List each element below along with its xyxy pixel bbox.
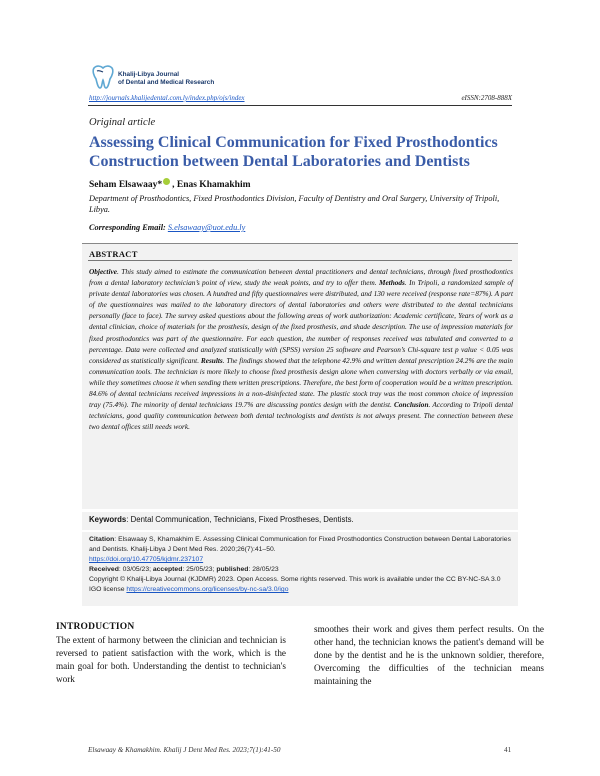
citation-label: Citation: [89, 536, 115, 543]
objective-label: Objective: [89, 267, 117, 276]
methods-text: . In Tripoli, a randomized sample of private dental laboratories was chosen. A hundred and fifty questionnaires were distributed, and 130 were received (response rate=87%). A part of the questionnaires was mailed to the laboratory directors of dental laboratories and others were distributed to the dental technicians personally (face to face). The survey asked questions about the following areas of work authorization: Academic certificate, Years of work as a dental clinician, choice of materials for the prosthesis, design of the fixed prosthesis, and shade description. The use of impression materials for fixed prosthodontics was part of the questionnaire. For each question, the number of responses received was tabulated and converted to a percentage. Data were collected and analyzed statistically with (SPSS) version 25 software and Pearson’s Chi-square test p value < 0.05 was considered as statistically significant.: [89, 278, 514, 365]
page-number: 41: [504, 746, 512, 754]
methods-label: Methods: [378, 278, 405, 288]
keywords-label: Keywords: [89, 515, 127, 524]
citation-text: : Elsawaay S, Khamakhim E. Assessing Clinical Communication for Fixed Prosthodontics Construction between Dental Laboratories and Dentists. Khalij-Libya J Dent Med Res. 2020;26(7):41–50.: [89, 536, 511, 553]
conclusion-text: . According to Tripoli dental technicians, good quality communication between both dental technologists and dentists is not always present. The connection between these two dental offices still needs work.: [89, 400, 514, 432]
corresponding-email-link[interactable]: S.elsawaay@uot.edu.ly: [167, 223, 246, 232]
header-divider: [88, 105, 512, 106]
accepted-label: accepted: [152, 566, 183, 573]
affiliation: Department of Prosthodontics, Fixed Prosthodontics Division, Faculty of Dentistry and Oral Surgery, University of Tripoli, Libya.: [89, 194, 500, 214]
received-label: Received: [89, 566, 119, 573]
eissn: eISSN:2708-888X: [461, 94, 512, 102]
orcid-icon[interactable]: [163, 178, 170, 185]
copyright-text: Copyright © Khalij-Libya Journal (KJDMR) 2023. Open Access. Some rights reserved. This work is available under the CC BY-NC-SA 3.0 IGO license: [89, 576, 501, 593]
corresponding-label: Corresponding Email:: [89, 223, 166, 232]
journal-url-link[interactable]: http://journals.khalijedental.com.ly/index.php/ojs/index: [89, 94, 245, 102]
tooth-logo-icon: [88, 62, 118, 92]
footer-citation: Elsawaay & Khamakhim. Khalij J Dent Med Res. 2023;7(1):41-50: [88, 746, 281, 754]
body-right-column: smoothes their work and gives them perfect results. On the other hand, the technician knows the patient's demand will be done by the dentist and he is the unknown soldier, therefore, Overcoming the difficulties of the technician means maintaining the: [314, 624, 544, 686]
accepted-date: : 25/05/23;: [182, 566, 217, 573]
abstract-divider: [88, 260, 512, 261]
conclusion-label: Conclusion: [394, 400, 429, 410]
author-1: Seham Elsawaay*: [89, 180, 163, 190]
abstract-body: [89, 266, 513, 432]
body-left-column: The extent of harmony between the clinician and technician is reversed to patient satisfaction with the work, which is the main goal for both. Understanding the dentist to technician's work: [56, 635, 286, 684]
doi-link[interactable]: https://doi.org/10.47705/kjdmr.237107: [89, 556, 204, 563]
citation: [89, 535, 513, 595]
objective-text: . This study aimed to estimate the communication between dental practitioners and dental technicians, through fixed prosthodontics from a dental laboratory technician’s point of view, study the weak points, and try to offer them.: [89, 267, 513, 288]
received-date: : 03/05/23;: [118, 566, 153, 573]
article-type: Original article: [89, 117, 156, 128]
author-2: , Enas Khamakhim: [172, 180, 251, 190]
journal-name-line2: of Dental and Medical Research: [118, 79, 215, 86]
published-date: : 28/05/23: [248, 566, 279, 573]
authors: [89, 178, 251, 190]
introduction-heading: INTRODUCTION: [56, 622, 135, 632]
article-title: Assessing Clinical Communication for Fixed Prosthodontics Construction between Dental Laboratories and Dentists: [89, 134, 498, 170]
keywords-text: : Dental Communication, Technicians, Fixed Prostheses, Dentists.: [126, 515, 354, 524]
keywords: [89, 515, 354, 524]
journal-logo: [88, 62, 248, 96]
published-label: published: [216, 566, 249, 573]
abstract-heading: ABSTRACT: [89, 249, 138, 259]
results-label: Results: [200, 355, 223, 365]
license-link[interactable]: https://creativecommons.org/licenses/by-nc-sa/3.0/igo: [126, 586, 289, 593]
journal-name-line1: Khalij-Libya Journal: [118, 71, 180, 78]
results-text: . The findings showed that the telephone 42.9% and written dental prescription 24.2% are the main communication tools. The technician is more likely to choose fixed prosthesis design alone when conversing with doctors verbally or via email, while they sometimes choose it when sending them written prescriptions. Therefore, the best form of cooperation would be a written prescription. 84.6% of dental technicians received impressions in a non-disinfected state. The plastic stock tray was the most common choice of impression tray (75.4%). The minority of dental technicians 19.7% are discussing pontics design with the dentist.: [89, 355, 514, 410]
corresponding-email-line: [89, 223, 245, 232]
